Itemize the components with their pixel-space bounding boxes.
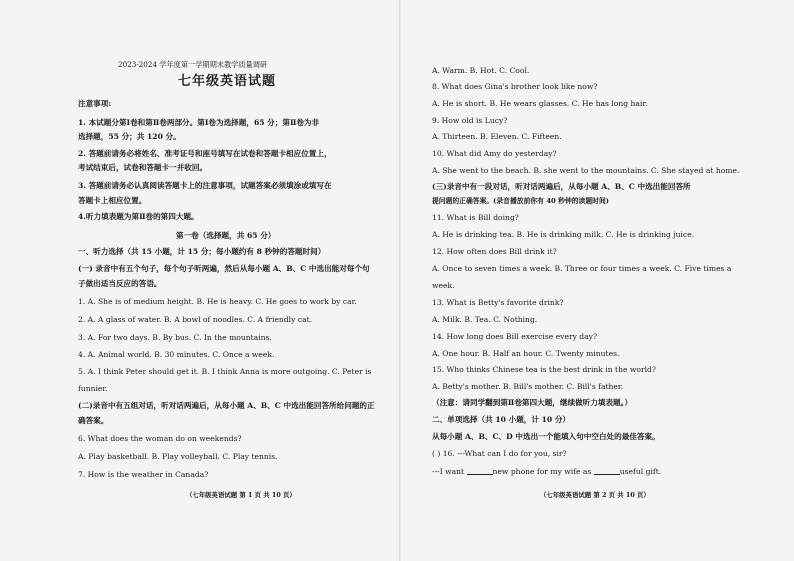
question-11: 11. What is Bill doing? [432,213,519,222]
section-1-part-1-line-1: (一) 录音中有五个句子，每个句子听两遍，然后从每小题 A、B、C 中选出能对每个句 [78,264,370,273]
question-16-part-2: new phone for my wife as [492,467,592,476]
question-13-options: A. Milk. B. Tea. C. Nothing. [432,315,538,324]
question-9: 9. How old is Lucy? [432,116,508,125]
section-1-part-2-line-1: (二)录音中有五组对话，听对话两遍后，从每小题 A、B、C 中选出能回答所给问题的正 [78,401,375,410]
blank-2 [594,466,620,475]
notice-4: 4.听力填表题为第Ⅱ卷的第四大题。 [78,212,199,221]
page-footer-1: （七年级英语试题 第 1 页 共 10 页） [186,491,296,499]
section-1-part-3-line-1: (三)录音中有一段对话，听对话两遍后，从每小题 A、B、C 中选出能回答所 [432,182,691,191]
question-13: 13. What is Betty's favorite drink? [432,298,564,307]
section-1-part-1-line-2: 子做出适当反应的答语。 [78,279,162,288]
question-12: 12. How often does Bill drink it? [432,247,557,256]
notice-1-line-1: 1. 本试题分第Ⅰ卷和第Ⅱ卷两部分。第Ⅰ卷为选择题，65 分；第Ⅱ卷为非 [78,118,320,127]
question-15: 15. Who thinks Chinese tea is the best drink in the world? [432,365,656,374]
section-1-part-3-line-2: 提问题的正确答案。(录音播放前你有 40 秒钟的读题时间) [432,197,609,205]
section-1-part-2-line-2: 确答案。 [78,416,109,425]
question-8-options: A. He is short. B. He wears glasses. C. He has long hair. [432,99,648,108]
question-6: 6. What does the woman do on weekends? [78,434,242,443]
question-16: ( ) 16. ---What can I do for you, sir? [432,449,567,458]
section-2-heading: 二、单项选择（共 10 小题，计 10 分） [432,415,571,424]
notice-3-line-2: 答题卡上相应位置。 [78,196,147,205]
question-12-options-line-2: week. [432,281,455,290]
question-11-options: A. He is drinking tea. B. He is drinking milk. C. He is drinking juice. [432,230,695,239]
question-3: 3. A. For two days. B. By bus. C. In the mountains. [78,333,272,342]
section-1-heading: 一、听力选择（共 15 小题，计 15 分；每小题约有 8 秒钟的答题时间） [78,247,326,256]
question-12-options-line-1: A. Once to seven times a week. B. Three or four times a week. C. Five times a [432,264,732,273]
notice-heading: 注意事项: [78,99,112,108]
question-7: 7. How is the weather in Canada? [78,470,209,479]
exam-header: 2023-2024 学年度第一学期期末教学质量调研 [118,60,268,69]
volume-1-title: 第一卷（选择题，共 65 分） [176,231,276,240]
question-10-options: A. She went to the beach. B. she went to the mountains. C. She stayed at home. [432,166,740,175]
notice-3-line-1: 3. 答题前请务必认真阅读答题卡上的注意事项，试题答案必须填涂或填写在 [78,181,332,190]
question-5-line-2: funnier. [78,384,108,393]
question-6-options: A. Play basketball. B. Play volleyball. C. Play tennis. [78,452,278,461]
question-14: 14. How long does Bill exercise every day? [432,332,598,341]
question-1: 1. A. She is of medium height. B. He is heavy. C. He goes to work by car. [78,297,357,306]
notice-2-line-2: 考试结束后，试卷和答题卡一并收回。 [78,163,208,172]
question-7-options: A. Warm. B. Hot. C. Cool. [432,66,530,75]
question-10: 10. What did Amy do yesterday? [432,149,557,158]
blank-1 [467,466,493,475]
notice-2-line-1: 2. 答题前请务必将姓名、准考证号和座号填写在试卷和答题卡相应位置上， [78,149,332,158]
question-16-part-1: ---I want [432,467,465,476]
listening-note: （注意：请同学翻到第Ⅱ卷第四大题，继续做听力填表题。） [432,398,633,407]
question-5-line-1: 5. A. I think Peter should get it. B. I think Anna is more outgoing. C. Peter is [78,367,372,376]
question-14-options: A. One hour. B. Half an hour. C. Twenty minutes. [432,349,620,358]
question-16-part-3: useful gift. [619,467,662,476]
question-16-answer-line [432,466,661,477]
question-4: 4. A. Animal world. B. 30 minutes. C. Once a week. [78,350,275,359]
page-title: 七年级英语试题 [178,74,277,89]
section-2-instructions: 从每小题 A、B、C、D 中选出一个能填入句中空白处的最佳答案。 [432,432,660,441]
question-2: 2. A. A glass of water. B. A bowl of noodles. C. A friendly cat. [78,315,313,324]
page-footer-2: （七年级英语试题 第 2 页 共 10 页） [540,491,650,499]
question-15-options: A. Betty's mother. B. Bill's mother. C. Bill's father. [432,382,624,391]
question-9-options: A. Thirteen. B. Eleven. C. Fifteen. [432,132,562,141]
notice-1-line-2: 选择题，55 分；共 120 分。 [78,132,181,141]
question-8: 8. What does Gina's brother look like now? [432,82,598,91]
